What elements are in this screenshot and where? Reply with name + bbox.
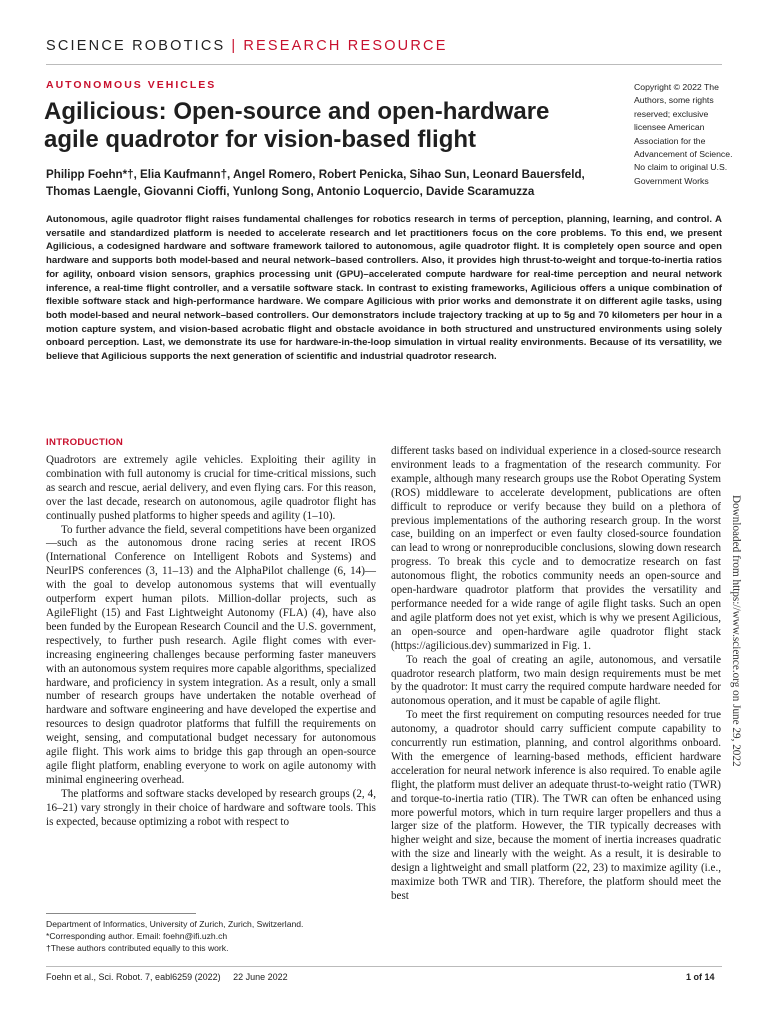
header-divider: [46, 64, 722, 65]
affiliation-note: Department of Informatics, University of Zurich, Zurich, Switzerland.: [46, 919, 304, 929]
right-column: [391, 445, 721, 904]
footnote-divider: [46, 913, 196, 914]
body-paragraph: To meet the first requirement on computing resources needed for true autonomy, a quadrotor should carry sufficient compute capability to concurrently run estimation, planning, and control algorithms onboard. With the emergence of learning-based methods, efficient hardware acceleration for neural network inference is also required. To enable agile flight, the platform must deliver an adequate thrust-to-weight ratio (TWR) and torque-to-inertia ratio (TIR). The TWR can often be enhanced using more powerful motors, which in turn require larger propellers and thus a larger size of the platform. However, the TIR typically decreases with higher weight and size, because the moment of inertia increases quadratic with the size and linearly with the weight. As a result, it is desirable to design a lightweight and small platform (22, 23) to maximize agility (i.e., maximize both TWR and TIR). Therefore, the platform should meet the best: [391, 709, 721, 902]
download-watermark: [729, 495, 742, 845]
body-paragraph: To further advance the field, several competitions have been organized—such as the autonomous drone racing series at recent IROS (International Conference on Intelligent Robots and Systems) and NeurIPS conferences (3, 11–13) and the AlphaPilot challenge (6, 14)—with the goal to develop autonomous systems that will eventually outperform expert human pilots. Million-dollar projects, such as AgileFlight (15) and Fast Lightweight Autonomy (FLA) (4), have also been funded by the European Research Council and the U.S. government, respectively, to further push research. Agile flight comes with ever-increasing engineering challenges because performing faster maneuvers with an autonomous system requires more capable algorithms, specialized hardware, and proficiency in system integration. As a result, only a small number of research groups have undertaken the notable overhead of hardware and software engineering and have developed the expertise and resources to design quadrotor platforms that fulfill the requirements on weight, sensing, and computational budget necessary for autonomous agile flight. This work aims to bridge this gap through an open-source agile flight platform, enabling everyone to work on agile autonomy with minimal engineering overhead.: [46, 523, 376, 786]
corresponding-author-note: *Corresponding author. Email: foehn@ifi.uzh.ch: [46, 931, 228, 941]
body-paragraph: The platforms and software stacks developed by research groups (2, 4, 16–21) vary strongly in their choice of hardware and software tools. This is expected, because optimizing a robot with respect to: [46, 787, 376, 828]
header-separator: |: [231, 38, 238, 54]
article-category: RESEARCH RESOURCE: [243, 38, 448, 54]
citation-footer: Foehn et al., Sci. Robot. 7, eabl6259 (2022) 22 June 2022: [46, 972, 288, 982]
journal-header: [46, 38, 448, 54]
body-paragraph: Quadrotors are extremely agile vehicles. Exploiting their agility in combination with full autonomy is crucial for time-critical missions, such as search and rescue, aerial delivery, and even flying cars. For this reason, over the last decade, research on autonomous, agile quadrotor flight has continually pushed platforms to higher speeds and agility (1–10).: [46, 454, 376, 522]
left-column: [46, 448, 376, 829]
page-number: 1 of 14: [686, 972, 715, 982]
footnotes: [46, 918, 376, 954]
copyright-notice: Copyright © 2022 The Authors, some rights reserved; exclusive licensee American Association for the Advancement of Science. No claim to original U.S. Government Works: [634, 82, 733, 186]
download-watermark-text: Downloaded from https://www.science.org on June 29, 2022: [730, 495, 742, 767]
journal-name: SCIENCE ROBOTICS: [46, 38, 226, 54]
equal-contribution-note: †These authors contributed equally to this work.: [46, 943, 229, 953]
author-list: Philipp Foehn*†, Elia Kaufmann†, Angel Romero, Robert Penicka, Sihao Sun, Leonard Bauersfeld, Thomas Laengle, Giovanni Cioffi, Yunlong Song, Antonio Loquercio, Davide Scaramuzza: [46, 168, 585, 198]
footer-divider: [46, 966, 722, 967]
body-paragraph: To reach the goal of creating an agile, autonomous, and versatile quadrotor research platform, two main design requirements must be met by the quadrotor: It must carry the required compute hardware needed for autonomous operation, and it must be capable of agile flight.: [391, 653, 721, 708]
article-title: Agilicious: Open-source and open-hardware agile quadrotor for vision-based flight: [44, 98, 550, 153]
abstract: Autonomous, agile quadrotor flight raises fundamental challenges for robotics research in terms of perception, planning, learning, and control. A versatile and standardized platform is needed to accelerate research and let practitioners focus on the core problems. To this end, we present Agilicious, a codesigned hardware and software framework tailored to autonomous, agile quadrotor flight. It is completely open source and open hardware and supports both model-based and neural network–based controllers. Also, it provides high thrust-to-weight and torque-to-inertia ratios for agility, onboard vision sensors, graphics processing unit (GPU)–accelerated compute hardware for real-time perception and neural network inference, a real-time flight controller, and a versatile software stack. In contrast to existing frameworks, Agilicious offers a unique combination of flexible software stack and high-performance hardware. We compare Agilicious with prior works and demonstrate it on different agile tasks, using both model-based and neural network–based controllers. Our demonstrators include trajectory tracking at up to 5g and 70 kilometers per hour in a motion capture system, and vision-based acrobatic flight and obstacle avoidance in both structured and unstructured environments using solely onboard perception. Last, we demonstrate its use for hardware-in-the-loop simulation in virtual reality environments. Because of its versatility, we believe that Agilicious supports the next generation of scientific and industrial quadrotor research.: [46, 214, 722, 363]
body-paragraph: different tasks based on individual experience in a closed-source research environment leads to a fragmentation of the research community. For example, although many research groups use the Robot Operating System (ROS) middleware to accelerate development, publications are often difficult to reproduce or verify because they build on a plethora of previous implementations of the authoring research group. In the worst case, building on an imperfect or even faulty closed-source foundation can lead to wrong or nonreproducible conclusions, slowing down research progress. To break this cycle and to democratize research on fast autonomous flight, the robotics community needs an open-source and open-hardware quadrotor platform that provides the versatility and performance needed for a wide range of agile flight tasks. Such an open and agile platform does not yet exist, which is why we present Agilicious, an open-source and open-hardware agile quadrotor flight stack (https://agilicious.dev) summarized in Fig. 1.: [391, 445, 721, 652]
introduction-heading: INTRODUCTION: [46, 437, 124, 448]
section-label: AUTONOMOUS VEHICLES: [46, 79, 217, 91]
